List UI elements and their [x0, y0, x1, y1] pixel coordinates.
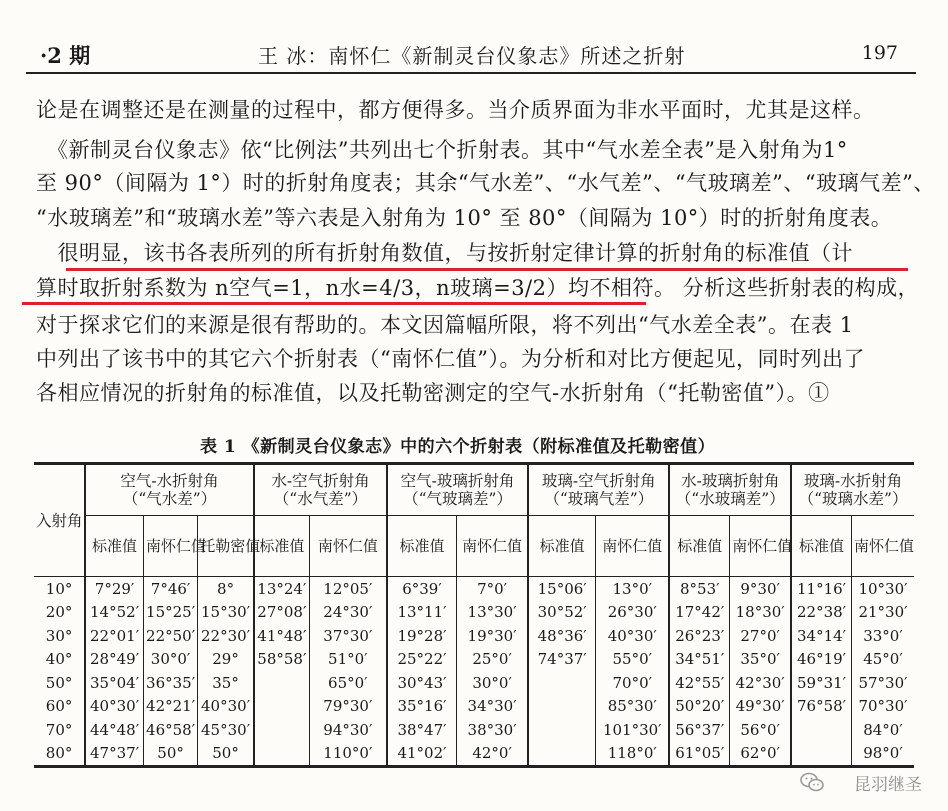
- table-cell: 13°11′: [387, 601, 457, 625]
- table-cell: 40°30′: [85, 695, 143, 719]
- table-cell: [791, 742, 851, 767]
- table-cell: 56°37′: [669, 718, 729, 742]
- table-cell: [254, 742, 309, 767]
- table-cell: 79°30′: [309, 695, 387, 719]
- table-cell: 36°35′: [143, 671, 197, 695]
- table-cell: 46°58′: [143, 718, 197, 742]
- col-header-standard: 标准值: [791, 516, 851, 577]
- group-header-air-glass: 空气-玻璃折射角 （“气玻璃差”）: [387, 464, 528, 516]
- table-cell: 41°48′: [254, 624, 309, 648]
- table-cell: 25°22′: [387, 648, 457, 672]
- group-header-glass-air: 玻璃-空气折射角 （“玻璃气差”）: [528, 464, 669, 516]
- table-row: [34, 648, 914, 672]
- table-cell: 58°58′: [254, 648, 309, 672]
- running-header: [26, 40, 916, 70]
- table-cell: 34°30′: [457, 695, 529, 719]
- col-header-standard: 标准值: [85, 516, 143, 577]
- table-cell: 30°0′: [457, 671, 529, 695]
- table-cell: 85°30′: [596, 695, 670, 719]
- table-cell: [528, 695, 596, 719]
- table-cell: 41°02′: [387, 742, 457, 767]
- table-cell: 27°0′: [730, 624, 791, 648]
- table-cell: 45°30′: [198, 718, 254, 742]
- table-cell: 47°37′: [85, 742, 143, 767]
- table-cell: 37°30′: [309, 624, 387, 648]
- table-cell: [254, 695, 309, 719]
- table-cell: 34°14′: [791, 624, 851, 648]
- table-row: [34, 671, 914, 695]
- table-cell: 18°30′: [730, 601, 791, 625]
- text-line-4: “水玻璃差”和“玻璃水差”等六表是入射角为 10° 至 80°（间隔为 10°）时的折射角度表。: [36, 206, 893, 230]
- table-cell: 22°38′: [791, 601, 851, 625]
- table-cell: 49°30′: [730, 695, 791, 719]
- table-cell: 14°52′: [85, 601, 143, 625]
- table-cell: 94°30′: [309, 718, 387, 742]
- table-cell: 26°23′: [669, 624, 729, 648]
- table-cell: 110°0′: [309, 742, 387, 767]
- table-cell: 84°0′: [851, 718, 914, 742]
- table-cell: 9°30′: [730, 577, 791, 601]
- table-cell: 35°04′: [85, 671, 143, 695]
- text-line-5: 很明显，该书各表所列的所有折射角数值，与按折射定律计算的折射角的标准值（计: [36, 241, 853, 265]
- table-cell: 51°0′: [309, 648, 387, 672]
- table-body: [34, 577, 914, 767]
- refraction-table: [34, 462, 914, 768]
- table-cell: 42°21′: [143, 695, 197, 719]
- table-row: [34, 695, 914, 719]
- table-cell: 22°30′: [198, 624, 254, 648]
- table-cell: 30°0′: [143, 648, 197, 672]
- table-cell: 15°06′: [528, 577, 596, 601]
- table-cell: 7°46′: [143, 577, 197, 601]
- table-cell: 48°36′: [528, 624, 596, 648]
- group-header-water-glass: 水-玻璃折射角 （“水玻璃差”）: [669, 464, 791, 516]
- table-cell: 11°16′: [791, 577, 851, 601]
- text-line-1: 论是在调整还是在测量的过程中，都方便得多。当介质界面为非水平面时，尤其是这样。: [36, 98, 875, 122]
- table-cell: 8°: [198, 577, 254, 601]
- table-cell: 30°43′: [387, 671, 457, 695]
- table-cell: 70°30′: [851, 695, 914, 719]
- col-header-verbiest: 南怀仁值: [596, 516, 670, 577]
- incidence-angle-cell: 30°: [45, 626, 73, 645]
- table-cell: [528, 671, 596, 695]
- table-cell: 15°25′: [143, 601, 197, 625]
- incidence-angle-cell: 40°: [45, 650, 73, 669]
- incidence-angle-cell: 70°: [45, 720, 73, 739]
- table-cell: 19°28′: [387, 624, 457, 648]
- highlight-underline-2: [22, 302, 646, 305]
- table-cell: [254, 718, 309, 742]
- table-cell: 42°0′: [457, 742, 529, 767]
- table-cell: 10°30′: [851, 577, 914, 601]
- table-cell: 65°0′: [309, 671, 387, 695]
- table-cell: 59°31′: [791, 671, 851, 695]
- incidence-angle-cell: 10°: [45, 579, 73, 598]
- table-cell: 42°30′: [730, 671, 791, 695]
- table-cell: 27°08′: [254, 601, 309, 625]
- table-cell: 57°30′: [851, 671, 914, 695]
- table-cell: 22°01′: [85, 624, 143, 648]
- header-rule: [26, 72, 916, 74]
- col-header-standard: 标准值: [669, 516, 729, 577]
- col-header-verbiest: 南怀仁值: [143, 516, 197, 577]
- table-cell: 40°30′: [198, 695, 254, 719]
- table-row: [34, 577, 914, 601]
- table-cell: 40°30′: [596, 624, 670, 648]
- table-cell: 7°0′: [457, 577, 529, 601]
- text-line-8: 中列出了该书中的其它六个折射表（“南怀仁值”）。为分析和对比方便起见，同时列出了: [36, 347, 865, 371]
- col-header-standard: 标准值: [387, 516, 457, 577]
- table-cell: 50°: [198, 742, 254, 767]
- table-cell: 50°: [143, 742, 197, 767]
- table-cell: 46°19′: [791, 648, 851, 672]
- table-cell: 101°30′: [596, 718, 670, 742]
- text-line-9: 各相应情况的折射角的标准值，以及托勒密测定的空气-水折射角（“托勒密值”）。①: [36, 381, 830, 405]
- table-cell: 118°0′: [596, 742, 670, 767]
- wechat-icon: [800, 772, 824, 792]
- table-cell: 38°47′: [387, 718, 457, 742]
- table-row: [34, 718, 914, 742]
- group-header-glass-water: 玻璃-水折射角 （“玻璃水差”）: [791, 464, 914, 516]
- text-line-6: 算时取折射系数为 n空气=1，n水=4/3，n玻璃=3/2）均不相符。 分析这些折射表的构成，: [36, 276, 920, 300]
- table-row: [34, 624, 914, 648]
- table-cell: 70°0′: [596, 671, 670, 695]
- table-cell: 29°: [198, 648, 254, 672]
- table-cell: [528, 742, 596, 767]
- article-title: 王 冰：南怀仁《新制灵台仪象志》所述之折射: [258, 44, 686, 68]
- table-cell: 25°0′: [457, 648, 529, 672]
- col-header-verbiest: 南怀仁值: [851, 516, 914, 577]
- page-number: 197: [861, 42, 898, 64]
- incidence-angle-cell: 60°: [45, 697, 73, 716]
- table-cell: 21°30′: [851, 601, 914, 625]
- col-header-verbiest: 南怀仁值: [730, 516, 791, 577]
- table-cell: 12°05′: [309, 577, 387, 601]
- table-cell: 33°0′: [851, 624, 914, 648]
- table-cell: 62°0′: [730, 742, 791, 767]
- table-caption: 表 1 《新制灵台仪象志》中的六个折射表（附标准值及托勒密值）: [200, 437, 716, 457]
- table-cell: [791, 718, 851, 742]
- table-cell: 7°29′: [85, 577, 143, 601]
- table-cell: 35°16′: [387, 695, 457, 719]
- issue-label: ·2 期: [40, 43, 91, 68]
- col-header-ptolemy: 托勒密值: [198, 516, 254, 577]
- table-cell: 24°30′: [309, 601, 387, 625]
- highlight-underline-1: [66, 268, 908, 271]
- col-header-verbiest: 南怀仁值: [457, 516, 529, 577]
- table-cell: 50°20′: [669, 695, 729, 719]
- table-cell: 35°: [198, 671, 254, 695]
- watermark-text: 昆羽继圣: [854, 775, 922, 795]
- table-row: [34, 742, 914, 767]
- table-cell: 6°39′: [387, 577, 457, 601]
- table-cell: 45°0′: [851, 648, 914, 672]
- col-header-standard: 标准值: [528, 516, 596, 577]
- table-cell: 44°48′: [85, 718, 143, 742]
- table-cell: 30°52′: [528, 601, 596, 625]
- table-cell: 55°0′: [596, 648, 670, 672]
- table-cell: 76°58′: [791, 695, 851, 719]
- table-cell: 26°30′: [596, 601, 670, 625]
- table-cell: 42°55′: [669, 671, 729, 695]
- text-line-7: 对于探求它们的来源是很有帮助的。本文因篇幅所限，将不列出“气水差全表”。在表 1: [36, 313, 854, 337]
- table-cell: 74°37′: [528, 648, 596, 672]
- table-cell: 13°30′: [457, 601, 529, 625]
- table-cell: 35°0′: [730, 648, 791, 672]
- text-line-3: 至 90°（间隔为 1°）时的折射角度表；其余“气水差”、“水气差”、“气玻璃差”、“玻璃气差”、: [36, 171, 935, 195]
- table-cell: 17°42′: [669, 601, 729, 625]
- table-cell: [254, 671, 309, 695]
- table-cell: 61°05′: [669, 742, 729, 767]
- table-cell: 13°0′: [596, 577, 670, 601]
- table-cell: 28°49′: [85, 648, 143, 672]
- table-cell: 38°30′: [457, 718, 529, 742]
- group-header-air-water: 空气-水折射角 （“气水差”）: [85, 464, 254, 516]
- table-row: [34, 601, 914, 625]
- table-cell: 19°30′: [457, 624, 529, 648]
- incidence-angle-header: 入射角: [34, 464, 85, 577]
- table-cell: 98°0′: [851, 742, 914, 767]
- table-cell: 15°30′: [198, 601, 254, 625]
- table-cell: [528, 718, 596, 742]
- table-cell: 34°51′: [669, 648, 729, 672]
- table-cell: 8°53′: [669, 577, 729, 601]
- table-cell: 22°50′: [143, 624, 197, 648]
- incidence-angle-cell: 80°: [45, 744, 73, 763]
- text-line-2: 《新制灵台仪象志》依“比例法”共列出七个折射表。其中“气水差全表”是入射角为1°: [36, 138, 848, 162]
- table-cell: 13°24′: [254, 577, 309, 601]
- table-cell: 56°0′: [730, 718, 791, 742]
- group-header-water-air: 水-空气折射角 （“水气差”）: [254, 464, 387, 516]
- col-header-verbiest: 南怀仁值: [309, 516, 387, 577]
- col-header-standard: 标准值: [254, 516, 309, 577]
- incidence-angle-cell: 50°: [45, 673, 73, 692]
- incidence-angle-cell: 20°: [45, 603, 73, 622]
